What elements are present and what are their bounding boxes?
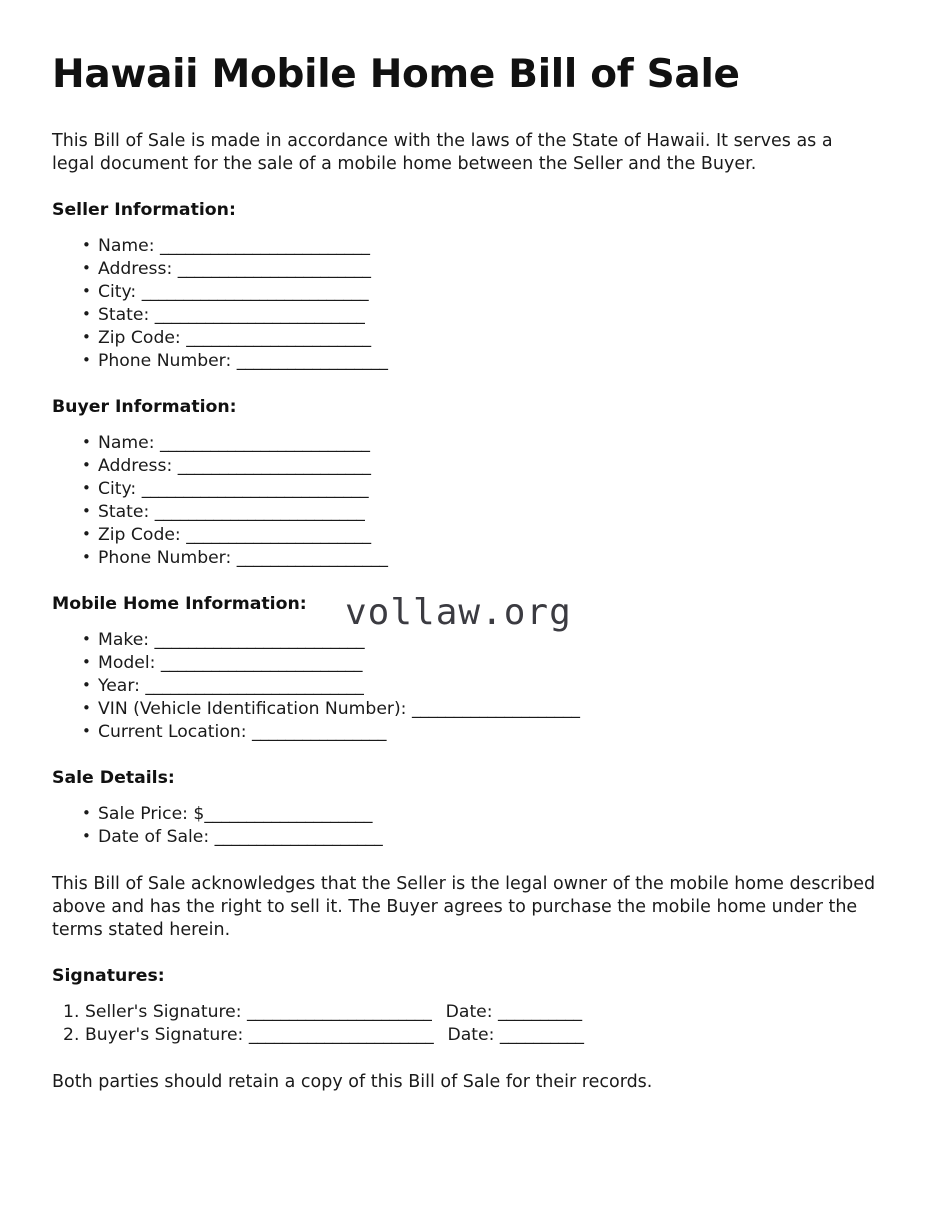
- field-label: Model:: [98, 652, 156, 673]
- field-label: Address:: [98, 258, 173, 279]
- field-blank[interactable]: ___________________________: [141, 479, 369, 499]
- buyer-information-fields: [52, 432, 877, 570]
- intro-paragraph: This Bill of Sale is made in accordance with the laws of the State of Hawaii. It serves as a legal document for the sale of a mobile home between the Seller and the Buyer.: [52, 130, 833, 175]
- field-label: VIN (Vehicle Identification Number):: [98, 699, 407, 720]
- field-label: Make:: [98, 629, 150, 650]
- field-blank[interactable]: ______________________: [186, 525, 371, 546]
- date-label: Date:: [447, 1025, 495, 1046]
- field-blank[interactable]: _________________________: [154, 629, 365, 650]
- field-buyer-address: [98, 455, 877, 478]
- site-watermark: vollaw.org: [345, 592, 572, 633]
- sale-details-fields: [52, 803, 877, 849]
- document-body: [52, 52, 877, 1118]
- mobile-home-information-fields: [52, 629, 877, 744]
- field-label: Phone Number:: [98, 351, 232, 372]
- field-seller-name: [98, 235, 877, 258]
- signature-row-seller: [85, 1001, 877, 1024]
- field-label: City:: [98, 281, 137, 302]
- field-blank[interactable]: __________________: [236, 548, 388, 569]
- field-label: Sale Price: $: [98, 803, 205, 824]
- mobile-home-information-heading: Mobile Home Information:: [52, 594, 307, 615]
- date-blank[interactable]: __________: [499, 1025, 584, 1046]
- field-label: Date of Sale:: [98, 826, 210, 847]
- field-blank[interactable]: ____________________: [214, 826, 383, 847]
- field-label: State:: [98, 305, 150, 326]
- field-blank[interactable]: __________________________: [145, 676, 364, 697]
- field-seller-zip-code: [98, 327, 877, 350]
- signatures-heading: Signatures:: [52, 966, 165, 987]
- field-label: Zip Code:: [98, 328, 181, 349]
- field-seller-phone-number: [98, 350, 877, 373]
- signature-label: Seller's Signature:: [85, 1002, 242, 1023]
- field-model: [98, 652, 877, 675]
- field-blank[interactable]: _______________________: [177, 455, 371, 476]
- field-label: Zip Code:: [98, 525, 181, 546]
- field-label: Name:: [98, 235, 155, 256]
- date-label: Date:: [445, 1002, 493, 1023]
- field-buyer-phone-number: [98, 547, 877, 570]
- field-label: Phone Number:: [98, 548, 232, 569]
- field-blank[interactable]: _________________________: [154, 502, 365, 523]
- page-title: Hawaii Mobile Home Bill of Sale: [52, 52, 740, 97]
- seller-information-heading: Seller Information:: [52, 200, 236, 221]
- field-blank[interactable]: _________________________: [159, 235, 370, 256]
- field-blank[interactable]: ____________________: [204, 803, 373, 824]
- field-label: Name:: [98, 432, 155, 453]
- signature-blank[interactable]: ______________________: [248, 1025, 434, 1046]
- field-seller-state: [98, 304, 877, 327]
- acknowledgement-paragraph: This Bill of Sale acknowledges that the Seller is the legal owner of the mobile home described above and has the right to sell it. The Buyer agrees to purchase the mobile home under the terms stated herein.: [52, 874, 876, 941]
- date-blank[interactable]: __________: [498, 1002, 582, 1023]
- seller-information-fields: [52, 235, 877, 373]
- field-buyer-zip-code: [98, 524, 877, 547]
- field-vin: [98, 698, 877, 721]
- field-buyer-state: [98, 501, 877, 524]
- signature-blank[interactable]: ______________________: [247, 1002, 432, 1023]
- buyer-information-heading: Buyer Information:: [52, 397, 237, 418]
- field-label: Address:: [98, 455, 173, 476]
- field-label: Year:: [98, 676, 140, 697]
- field-year: [98, 675, 877, 698]
- field-blank[interactable]: _______________________: [177, 258, 371, 279]
- field-date-of-sale: [98, 826, 877, 849]
- field-make: [98, 629, 877, 652]
- signature-row-buyer: [85, 1024, 877, 1047]
- field-blank[interactable]: ____________________: [411, 699, 580, 720]
- field-label: Current Location:: [98, 722, 247, 743]
- field-label: City:: [98, 479, 137, 499]
- field-buyer-name: [98, 432, 877, 455]
- field-seller-address: [98, 258, 877, 281]
- field-blank[interactable]: ________________________: [160, 652, 363, 673]
- field-current-location: [98, 721, 877, 744]
- field-seller-city: [98, 281, 877, 304]
- field-blank[interactable]: ______________________: [186, 328, 371, 349]
- field-blank[interactable]: ___________________________: [141, 281, 369, 302]
- field-blank[interactable]: ________________: [251, 722, 387, 743]
- signature-label: Buyer's Signature:: [85, 1025, 244, 1046]
- field-blank[interactable]: _________________________: [159, 432, 370, 453]
- field-blank[interactable]: __________________: [236, 351, 388, 372]
- field-buyer-city: [98, 478, 877, 501]
- field-label: State:: [98, 502, 150, 523]
- closing-paragraph: Both parties should retain a copy of this Bill of Sale for their records.: [52, 1072, 653, 1093]
- field-sale-price: [98, 803, 877, 826]
- sale-details-heading: Sale Details:: [52, 768, 175, 789]
- field-blank[interactable]: _________________________: [154, 305, 365, 326]
- signature-list: [52, 1001, 877, 1047]
